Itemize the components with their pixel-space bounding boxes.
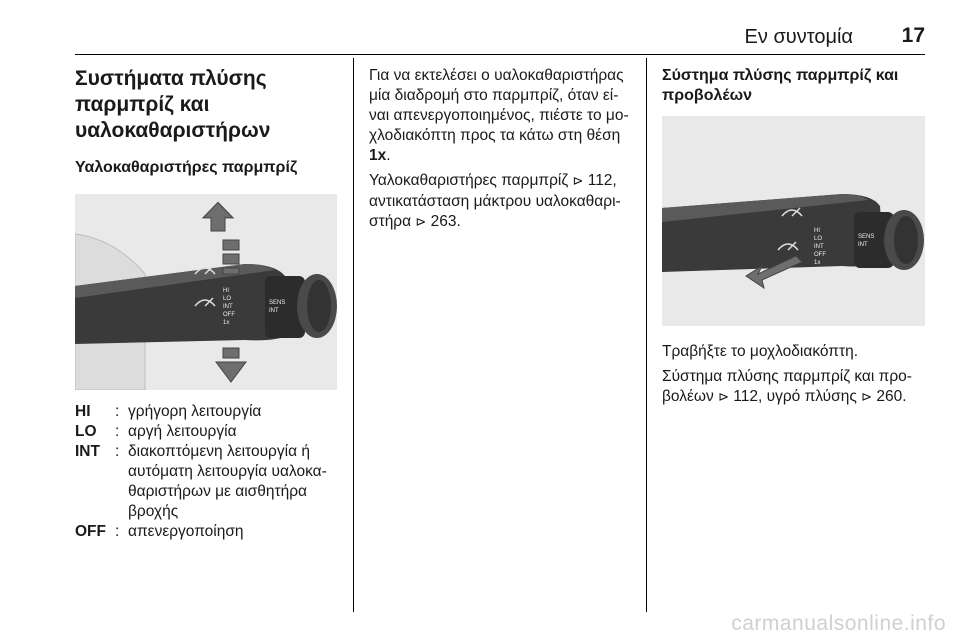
fig-label-off: OFF (814, 252, 826, 258)
washer-lever-figure (662, 116, 925, 326)
reference-arrow-icon: ⊳ (718, 390, 729, 405)
fig-label-lo: LO (223, 296, 232, 302)
fig-label-off: OFF (223, 312, 235, 318)
page-reference-link[interactable]: 112, υγρό πλύσης (733, 388, 857, 405)
legend-row: HI : γρήγορη λειτουργία (75, 403, 262, 420)
reference-arrow-icon: ⊳ (572, 174, 584, 189)
section-title: Εν συντομία (744, 26, 853, 48)
paragraph-references: Υαλοκαθαριστήρες παρμπρίζ ⊳ 112, αντικατάσταση μάκτρου υαλοκαθαρι- στήρα ⊳ 263. (369, 172, 621, 230)
subsection-heading-washer: Σύστημα πλύσης παρμπρίζ και προβολέων (662, 67, 899, 104)
fig-label-sens: SENS (858, 234, 875, 240)
fig-label-sens: SENS (269, 300, 286, 306)
fig-label-int: INT (814, 244, 824, 250)
fig-label-int-ring: INT (269, 308, 279, 314)
pull-lever-text: Τραβήξτε το μοχλοδιακόπτη. (662, 343, 859, 360)
page-header (75, 22, 925, 55)
fig-label-1x: 1x (223, 320, 230, 326)
column-divider-2 (646, 58, 647, 612)
fig-label-int: INT (223, 304, 233, 310)
column-1 (75, 66, 340, 178)
paragraph-single-wipe: Για να εκτελέσει ο υαλοκαθαριστήρας μία διαδρομή στο παρμπρίζ, όταν εί- ναι απενεργοποιημένος, πιέστε το μο- χλοδιακόπτη προς τα κάτω στη θέση 1x. (369, 67, 629, 164)
position-legend (75, 402, 345, 542)
page-number: 17 (901, 24, 925, 47)
fig-label-hi: HI (223, 288, 229, 294)
fig-label-1x: 1x (814, 260, 821, 266)
wiper-lever-figure (75, 194, 337, 390)
fig-label-lo: LO (814, 236, 823, 242)
subsection-heading: Υαλοκαθαριστήρες παρμπρίζ (75, 159, 298, 176)
washer-instructions (662, 342, 925, 408)
reference-arrow-icon: ⊳ (861, 390, 873, 405)
legend-row: INT : διακοπτόμενη λειτουργία ή αυτόματη λειτουργία υαλοκα- θαριστήρων με αισθητήρα βροχής (75, 443, 327, 520)
page-reference-link[interactable]: 260. (876, 388, 907, 405)
reference-arrow-icon: ⊳ (415, 215, 427, 230)
fig-label-int-ring: INT (858, 242, 868, 248)
section-heading: Συστήματα πλύσης παρμπρίζ και υαλοκαθαριστήρων (75, 67, 271, 142)
watermark: carmanualsonline.info (731, 612, 946, 635)
washer-references: Σύστημα πλύσης παρμπρίζ και προ- βολέων ⊳ 112, υγρό πλύσης ⊳ 260. (662, 368, 912, 405)
legend-row: LO : αργή λειτουργία (75, 423, 237, 440)
fig-label-hi: HI (814, 228, 820, 234)
column-3 (662, 66, 925, 106)
page-reference-link[interactable]: 263. (430, 213, 461, 230)
column-divider-1 (353, 58, 354, 612)
column-2 (369, 66, 632, 233)
legend-row: OFF : απενεργοποίηση (75, 523, 244, 540)
page-reference-link[interactable]: 112, (587, 172, 617, 189)
